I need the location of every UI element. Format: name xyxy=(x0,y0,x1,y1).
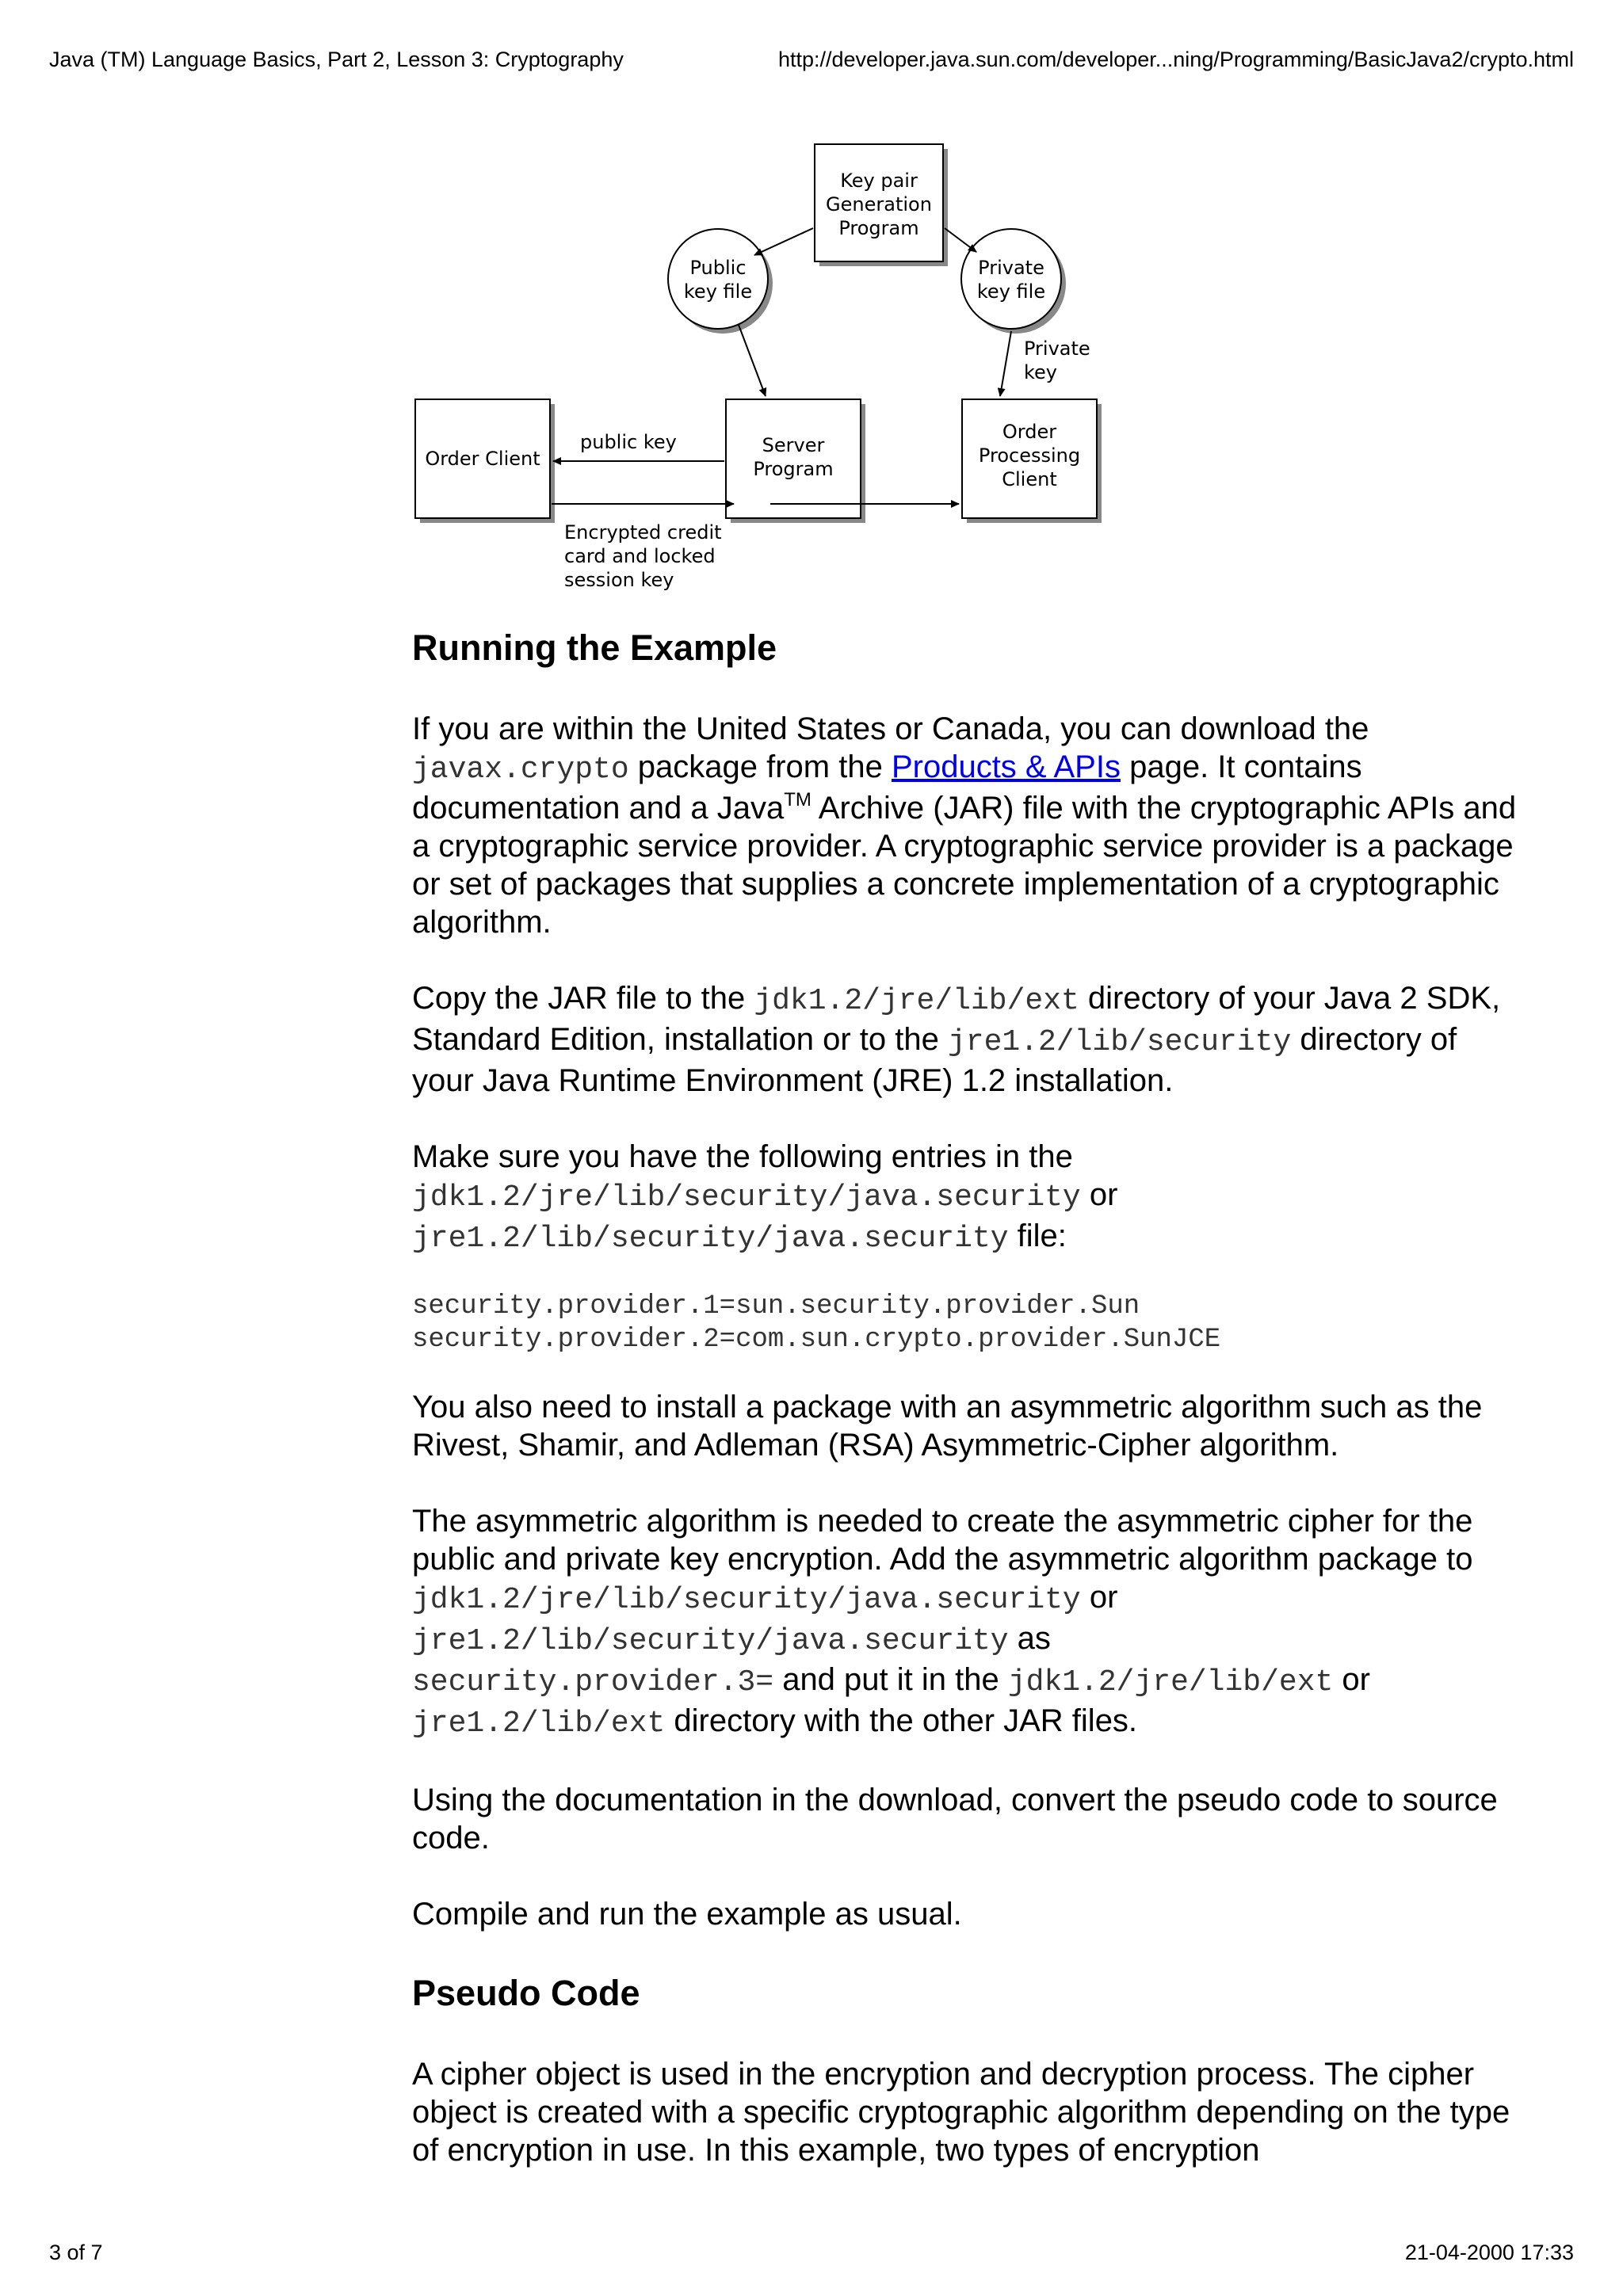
paragraph-compile: Compile and run the example as usual. xyxy=(412,1897,962,1932)
svg-text:Key pair: Key pair xyxy=(840,170,918,192)
paragraph-download: If you are within the United States or Canada, you can download the javax.crypto package from the Products & APIs page. It contains documentation and a Java™ Archive (JAR) file with the cryptographic APIs and a cryptographic service provider. A cryptographic service provider is a package or set of packages that supplies a concrete implementation of a cryptographic algorithm. xyxy=(412,711,1517,940)
svg-text:Generation: Generation xyxy=(826,193,932,215)
svg-text:Private: Private xyxy=(978,257,1044,279)
svg-text:key file: key file xyxy=(683,280,753,303)
page-header-title: Java (TM) Language Basics, Part 2, Lesson 3: Cryptography xyxy=(49,48,624,71)
order-processing-client-box xyxy=(962,399,1102,523)
private-key-label-2: key xyxy=(1024,361,1058,383)
keygen-to-public-arrow xyxy=(754,228,813,255)
svg-text:Server: Server xyxy=(762,434,825,456)
svg-text:Program: Program xyxy=(838,217,919,239)
article-content xyxy=(412,626,1522,2169)
svg-text:Public: Public xyxy=(689,257,747,279)
print-datetime: 21-04-2000 17:33 xyxy=(1404,2241,1574,2264)
section-heading-running: Running the Example xyxy=(412,627,777,668)
svg-text:Program: Program xyxy=(753,458,834,480)
encrypted-label-3: session key xyxy=(564,569,674,591)
order-client-box xyxy=(415,399,555,523)
paragraph-documentation: Using the documentation in the download, convert the pseudo code to source code. xyxy=(412,1783,1498,1855)
svg-text:Order Client: Order Client xyxy=(425,448,540,470)
private-key-label: Private xyxy=(1024,338,1090,360)
paragraph-copy-jar: Copy the JAR file to the jdk1.2/jre/lib/ext directory of your Java 2 SDK, Standard Edition, installation or to the jre1.2/lib/security directory of your Java Runtime Environment (JRE) 1.2 installation. xyxy=(412,981,1501,1098)
paragraph-asymmetric-install: You also need to install a package with an asymmetric algorithm such as the Rivest, Shamir, and Adleman (RSA) Asymmetric-Cipher algorithm. xyxy=(412,1390,1483,1463)
keygen-to-private-arrow xyxy=(945,228,976,252)
page-header-url: http://developer.java.sun.com/developer...ning/Programming/BasicJava2/crypto.html xyxy=(777,48,1574,71)
page-number: 3 of 7 xyxy=(49,2241,103,2264)
svg-text:Processing: Processing xyxy=(978,444,1081,467)
paragraph-entries: Make sure you have the following entries in the jdk1.2/jre/lib/security/java.security or jre1.2/lib/security/java.security file: xyxy=(412,1139,1118,1256)
svg-text:key file: key file xyxy=(976,280,1046,303)
products-apis-link[interactable]: Products & APIs xyxy=(891,749,1121,784)
paragraph-asymmetric-needed: The asymmetric algorithm is needed to create the asymmetric cipher for the public and private key encryption. Add the asymmetric algorithm package to jdk1.2/jre/lib/security/java.security or jre1.2/lib/security/java.security as security.provider.3= and put it in the jdk1.2/jre/lib/ext or jre1.2/lib/ext directory with the other JAR files. xyxy=(412,1504,1473,1741)
keygen-box xyxy=(815,144,948,266)
encrypted-label-2: card and locked xyxy=(564,545,716,567)
svg-text:Client: Client xyxy=(1002,468,1057,490)
key-exchange-diagram xyxy=(396,135,1125,610)
security-provider-code: security.provider.1=sun.security.provider.Sun security.provider.2=com.sun.crypto.provider.SunJCE xyxy=(412,1291,1221,1355)
svg-text:Order: Order xyxy=(1002,421,1057,443)
public-key-label: public key xyxy=(580,431,677,453)
private-to-processing-arrow xyxy=(1000,331,1011,396)
public-key-file-node xyxy=(668,229,773,334)
private-key-file-node xyxy=(961,229,1066,334)
public-to-server-arrow xyxy=(739,325,766,396)
encrypted-label-1: Encrypted credit xyxy=(564,521,722,543)
paragraph-cipher-object: A cipher object is used in the encryption and decryption process. The cipher object is created with a specific cryptographic algorithm depending on the type of encryption in use. In this example, two types of encryption xyxy=(412,2057,1510,2168)
section-heading-pseudo-code: Pseudo Code xyxy=(412,1973,640,2013)
